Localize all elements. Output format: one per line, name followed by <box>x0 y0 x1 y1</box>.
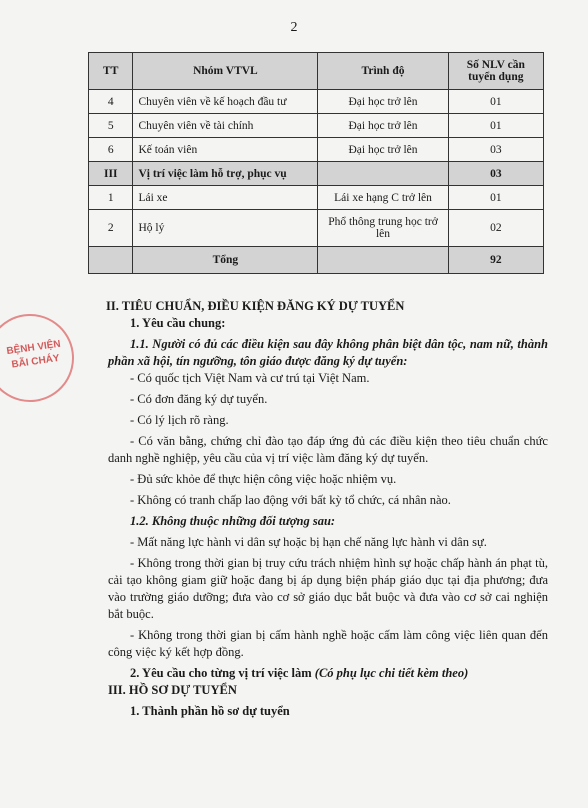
paragraph: 1.1. Người có đủ các điều kiện sau đây không phân biệt dân tộc, nam nữ, thành phần xã hội, tín ngưỡng, tôn giáo được đăng ký dự tuyển: <box>108 337 548 368</box>
cell-level: Phổ thông trung học trở lên <box>318 210 448 247</box>
table-row <box>89 186 544 210</box>
subsection-label: 2. Yêu cầu cho từng vị trí việc làm <box>130 666 312 680</box>
table-group-row <box>89 162 544 186</box>
bullet: - Có quốc tịch Việt Nam và cư trú tại Việt Nam. <box>130 371 370 385</box>
section-title: II. TIÊU CHUẨN, ĐIỀU KIỆN ĐĂNG KÝ DỰ TUYỂN <box>106 299 405 313</box>
cell-level <box>318 247 448 274</box>
header-group: Nhóm VTVL <box>133 53 318 90</box>
cell-tt: 5 <box>89 114 133 138</box>
table-header-row <box>89 53 544 90</box>
cell-count: 03 <box>448 138 543 162</box>
subsection-title: 1. Yêu cầu chung: <box>130 316 226 330</box>
header-count: Số NLV cần tuyển dụng <box>448 53 543 90</box>
table-row <box>89 138 544 162</box>
cell-level <box>318 162 448 186</box>
cell-group: Chuyên viên về kế hoạch đầu tư <box>133 90 318 114</box>
bullet: - Có lý lịch rõ ràng. <box>130 413 229 427</box>
bullet: - Không trong thời gian bị cấm hành nghề hoặc cấm làm công việc liên quan đến công việc ký kết hợp đồng. <box>108 628 548 659</box>
cell-count: 01 <box>448 186 543 210</box>
recruitment-table <box>88 52 544 274</box>
total-count: 92 <box>448 247 543 274</box>
subsection-title: 1. Thành phần hồ sơ dự tuyển <box>130 704 290 718</box>
cell-group: Kế toán viên <box>133 138 318 162</box>
section-title: III. HỒ SƠ DỰ TUYỂN <box>108 683 237 697</box>
cell-level: Đại học trở lên <box>318 138 448 162</box>
bullet: - Có đơn đăng ký dự tuyển. <box>130 392 268 406</box>
page-number: 2 <box>290 20 298 35</box>
cell-group: Hộ lý <box>133 210 318 247</box>
cell-count: 01 <box>448 90 543 114</box>
cell-tt: 6 <box>89 138 133 162</box>
stamp-line: BỆNH VIỆN <box>5 338 62 358</box>
cell-count: 01 <box>448 114 543 138</box>
table-row <box>89 114 544 138</box>
table-total-row <box>89 247 544 274</box>
bullet: - Mất năng lực hành vi dân sự hoặc bị hạn chế năng lực hành vi dân sự. <box>130 535 487 549</box>
subsection-title <box>108 665 548 682</box>
header-level: Trình độ <box>318 53 448 90</box>
cell-level: Đại học trở lên <box>318 114 448 138</box>
bullet: - Đủ sức khỏe để thực hiện công việc hoặc nhiệm vụ. <box>130 472 397 486</box>
cell-count: 02 <box>448 210 543 247</box>
cell-level: Đại học trở lên <box>318 90 448 114</box>
bullet: - Không có tranh chấp lao động với bất kỳ tổ chức, cá nhân nào. <box>130 493 451 507</box>
cell-tt: III <box>89 162 133 186</box>
cell-tt: 4 <box>89 90 133 114</box>
cell-count: 03 <box>448 162 543 186</box>
header-tt: TT <box>89 53 133 90</box>
total-label: Tổng <box>133 247 318 274</box>
hospital-stamp <box>0 308 80 407</box>
cell-level: Lái xe hạng C trở lên <box>318 186 448 210</box>
cell-group: Vị trí việc làm hỗ trợ, phục vụ <box>133 162 318 186</box>
cell-group: Lái xe <box>133 186 318 210</box>
table-row <box>89 90 544 114</box>
bullet: - Không trong thời gian bị truy cứu trách nhiệm hình sự hoặc chấp hành án phạt tù, cải tạo không giam giữ hoặc đang bị áp dụng biện pháp giáo dục tại địa phương; đưa vào trường giáo dưỡng; đưa vào cơ sở giáo dục bắt buộc và đưa vào cơ sở cai nghiện bắt buộc. <box>108 556 548 621</box>
bullet: - Có văn bằng, chứng chỉ đào tạo đáp ứng đủ các điều kiện theo tiêu chuẩn chức danh nghề nghiệp, yêu cầu của vị trí việc làm đăng ký dự tuyển. <box>108 434 548 465</box>
cell-group: Chuyên viên về tài chính <box>133 114 318 138</box>
paragraph: 1.2. Không thuộc những đối tượng sau: <box>130 514 336 528</box>
cell-tt: 2 <box>89 210 133 247</box>
table-row <box>89 210 544 247</box>
stamp-line: BÃI CHÁY <box>10 352 61 371</box>
cell-tt: 1 <box>89 186 133 210</box>
cell-tt <box>89 247 133 274</box>
document-body <box>108 298 548 720</box>
subsection-note: (Có phụ lục chi tiết kèm theo) <box>314 666 469 680</box>
